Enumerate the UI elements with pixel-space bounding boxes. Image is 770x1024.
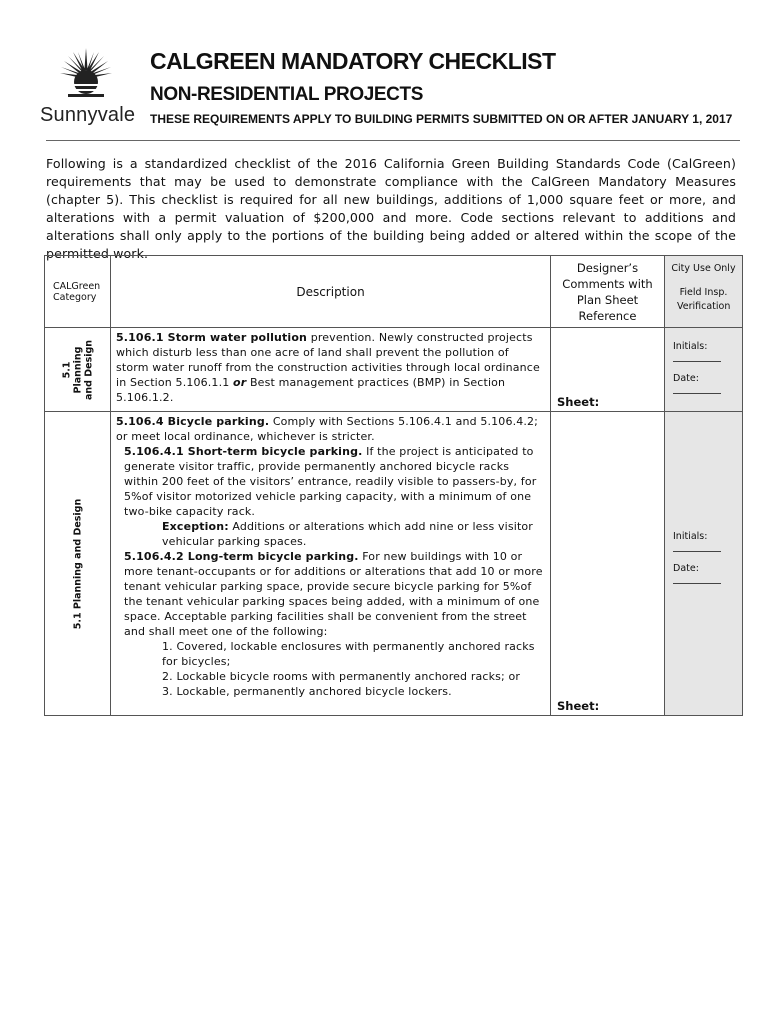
header-description: Description <box>111 256 551 328</box>
exception-note <box>116 519 544 549</box>
section-text: Comply with Sections 5.106.4.1 and 5.106.4.2; or meet local ordinance, whichever is stricter. <box>116 415 539 443</box>
subsection-heading: 5.106.4.1 Short-term bicycle parking. <box>124 445 363 458</box>
section-text: prevention. Newly constructed projects which disturb less than one acre of land shall prevent the pollution of storm water runoff from the construction activities through local ordinance in Section 5.106.1.1 <box>116 331 540 389</box>
date-label: Date: <box>673 563 699 574</box>
requirement-note: THESE REQUIREMENTS APPLY TO BUILDING PERMITS SUBMITTED ON OR AFTER JANUARY 1, 2017 <box>150 112 733 126</box>
date-line[interactable] <box>673 386 721 394</box>
list-item: 3. Lockable, permanently anchored bicycle lockers. <box>162 685 452 698</box>
row-description <box>111 328 551 412</box>
page-title: CALGREEN MANDATORY CHECKLIST <box>150 48 556 74</box>
sunburst-logo-icon <box>58 44 114 100</box>
header-divider <box>46 140 740 141</box>
logo-wordmark: Sunnyvale <box>40 104 136 126</box>
table-row <box>45 328 743 412</box>
city-use-title: City Use Only <box>671 263 736 274</box>
exception-text: Additions or alterations which add nine or less visitor vehicular parking spaces. <box>162 520 533 548</box>
verification-fields <box>673 530 721 594</box>
section-text-end: Best management practices (BMP) in Section 5.106.1.2. <box>116 376 506 404</box>
section-heading: 5.106.4 Bicycle parking. <box>116 415 270 428</box>
table-header-row <box>45 256 743 328</box>
city-use-subtitle: Field Insp. Verification <box>677 287 731 312</box>
sheet-label: Sheet: <box>557 699 600 713</box>
row-description <box>111 412 551 716</box>
section-heading: 5.106.1 Storm water pollution <box>116 331 308 344</box>
short-term-parking <box>116 444 544 519</box>
subsection-heading: 5.106.4.2 Long-term bicycle parking. <box>124 550 359 563</box>
designer-comment-cell[interactable] <box>551 412 665 716</box>
category-label: 5.1 Planning and Design <box>72 498 83 629</box>
initials-line[interactable] <box>673 544 721 552</box>
sunnyvale-logo <box>40 44 136 134</box>
or-word: or <box>233 376 247 389</box>
subsection-text: If the project is anticipated to generate visitor traffic, provide permanently anchored bicycle racks within 200 feet of the visitors’ entrance, readily visible to passers-by, for 5%of visitor motorized vehicle parking capacity, with a minimum of one two-bike capacity rack. <box>124 445 537 518</box>
intro-paragraph: Following is a standardized checklist of the 2016 California Green Building Standards Code (CalGreen) requirements that may be used to demonstrate compliance with the CalGreen Mandatory Measures (chapter 5). This checklist is required for all new buildings, additions of 1,000 square feet or more, and alterations with a permit valuation of $200,000 and more. Code sections relevant to additions and alterations shall only apply to the portions of the building being added or altered within the scope of the permitted work. <box>46 156 736 261</box>
page-subtitle: NON-RESIDENTIAL PROJECTS <box>150 84 423 105</box>
sheet-label: Sheet: <box>557 395 600 409</box>
designer-comment-cell[interactable] <box>551 328 665 412</box>
table-row <box>45 412 743 716</box>
subsection-text: For new buildings with 10 or more tenant-occupants or for additions or alterations that add 10 or more tenant vehicular parking space, provide secure bicycle parking for 5%of the tenant vehicular parking spaces being added, with a minimum of one space. Acceptable parking facilities shall be convenient from the street and shall meet one of the following: <box>124 550 543 638</box>
initials-line[interactable] <box>673 354 721 362</box>
checklist-table <box>44 255 743 716</box>
row-category <box>45 412 111 716</box>
date-line[interactable] <box>673 576 721 584</box>
category-label: 5.1 Planning and Design <box>61 339 94 400</box>
city-verification-cell[interactable] <box>665 412 743 716</box>
row-category <box>45 328 111 412</box>
initials-label: Initials: <box>673 531 708 542</box>
verification-fields <box>673 340 721 404</box>
list-item: 1. Covered, lockable enclosures with permanently anchored racks for bicycles; <box>162 640 535 668</box>
header-category: CALGreen Category <box>45 256 111 328</box>
header-designer-comments: Designer’s Comments with Plan Sheet Reference <box>551 256 665 328</box>
date-label: Date: <box>673 373 699 384</box>
city-verification-cell[interactable] <box>665 328 743 412</box>
header-city-use <box>665 256 743 328</box>
long-term-parking <box>116 549 544 639</box>
page-header <box>0 0 770 140</box>
list-item: 2. Lockable bicycle rooms with permanently anchored racks; or <box>162 670 521 683</box>
initials-label: Initials: <box>673 341 708 352</box>
section-intro <box>116 414 544 444</box>
exception-heading: Exception: <box>162 520 229 533</box>
